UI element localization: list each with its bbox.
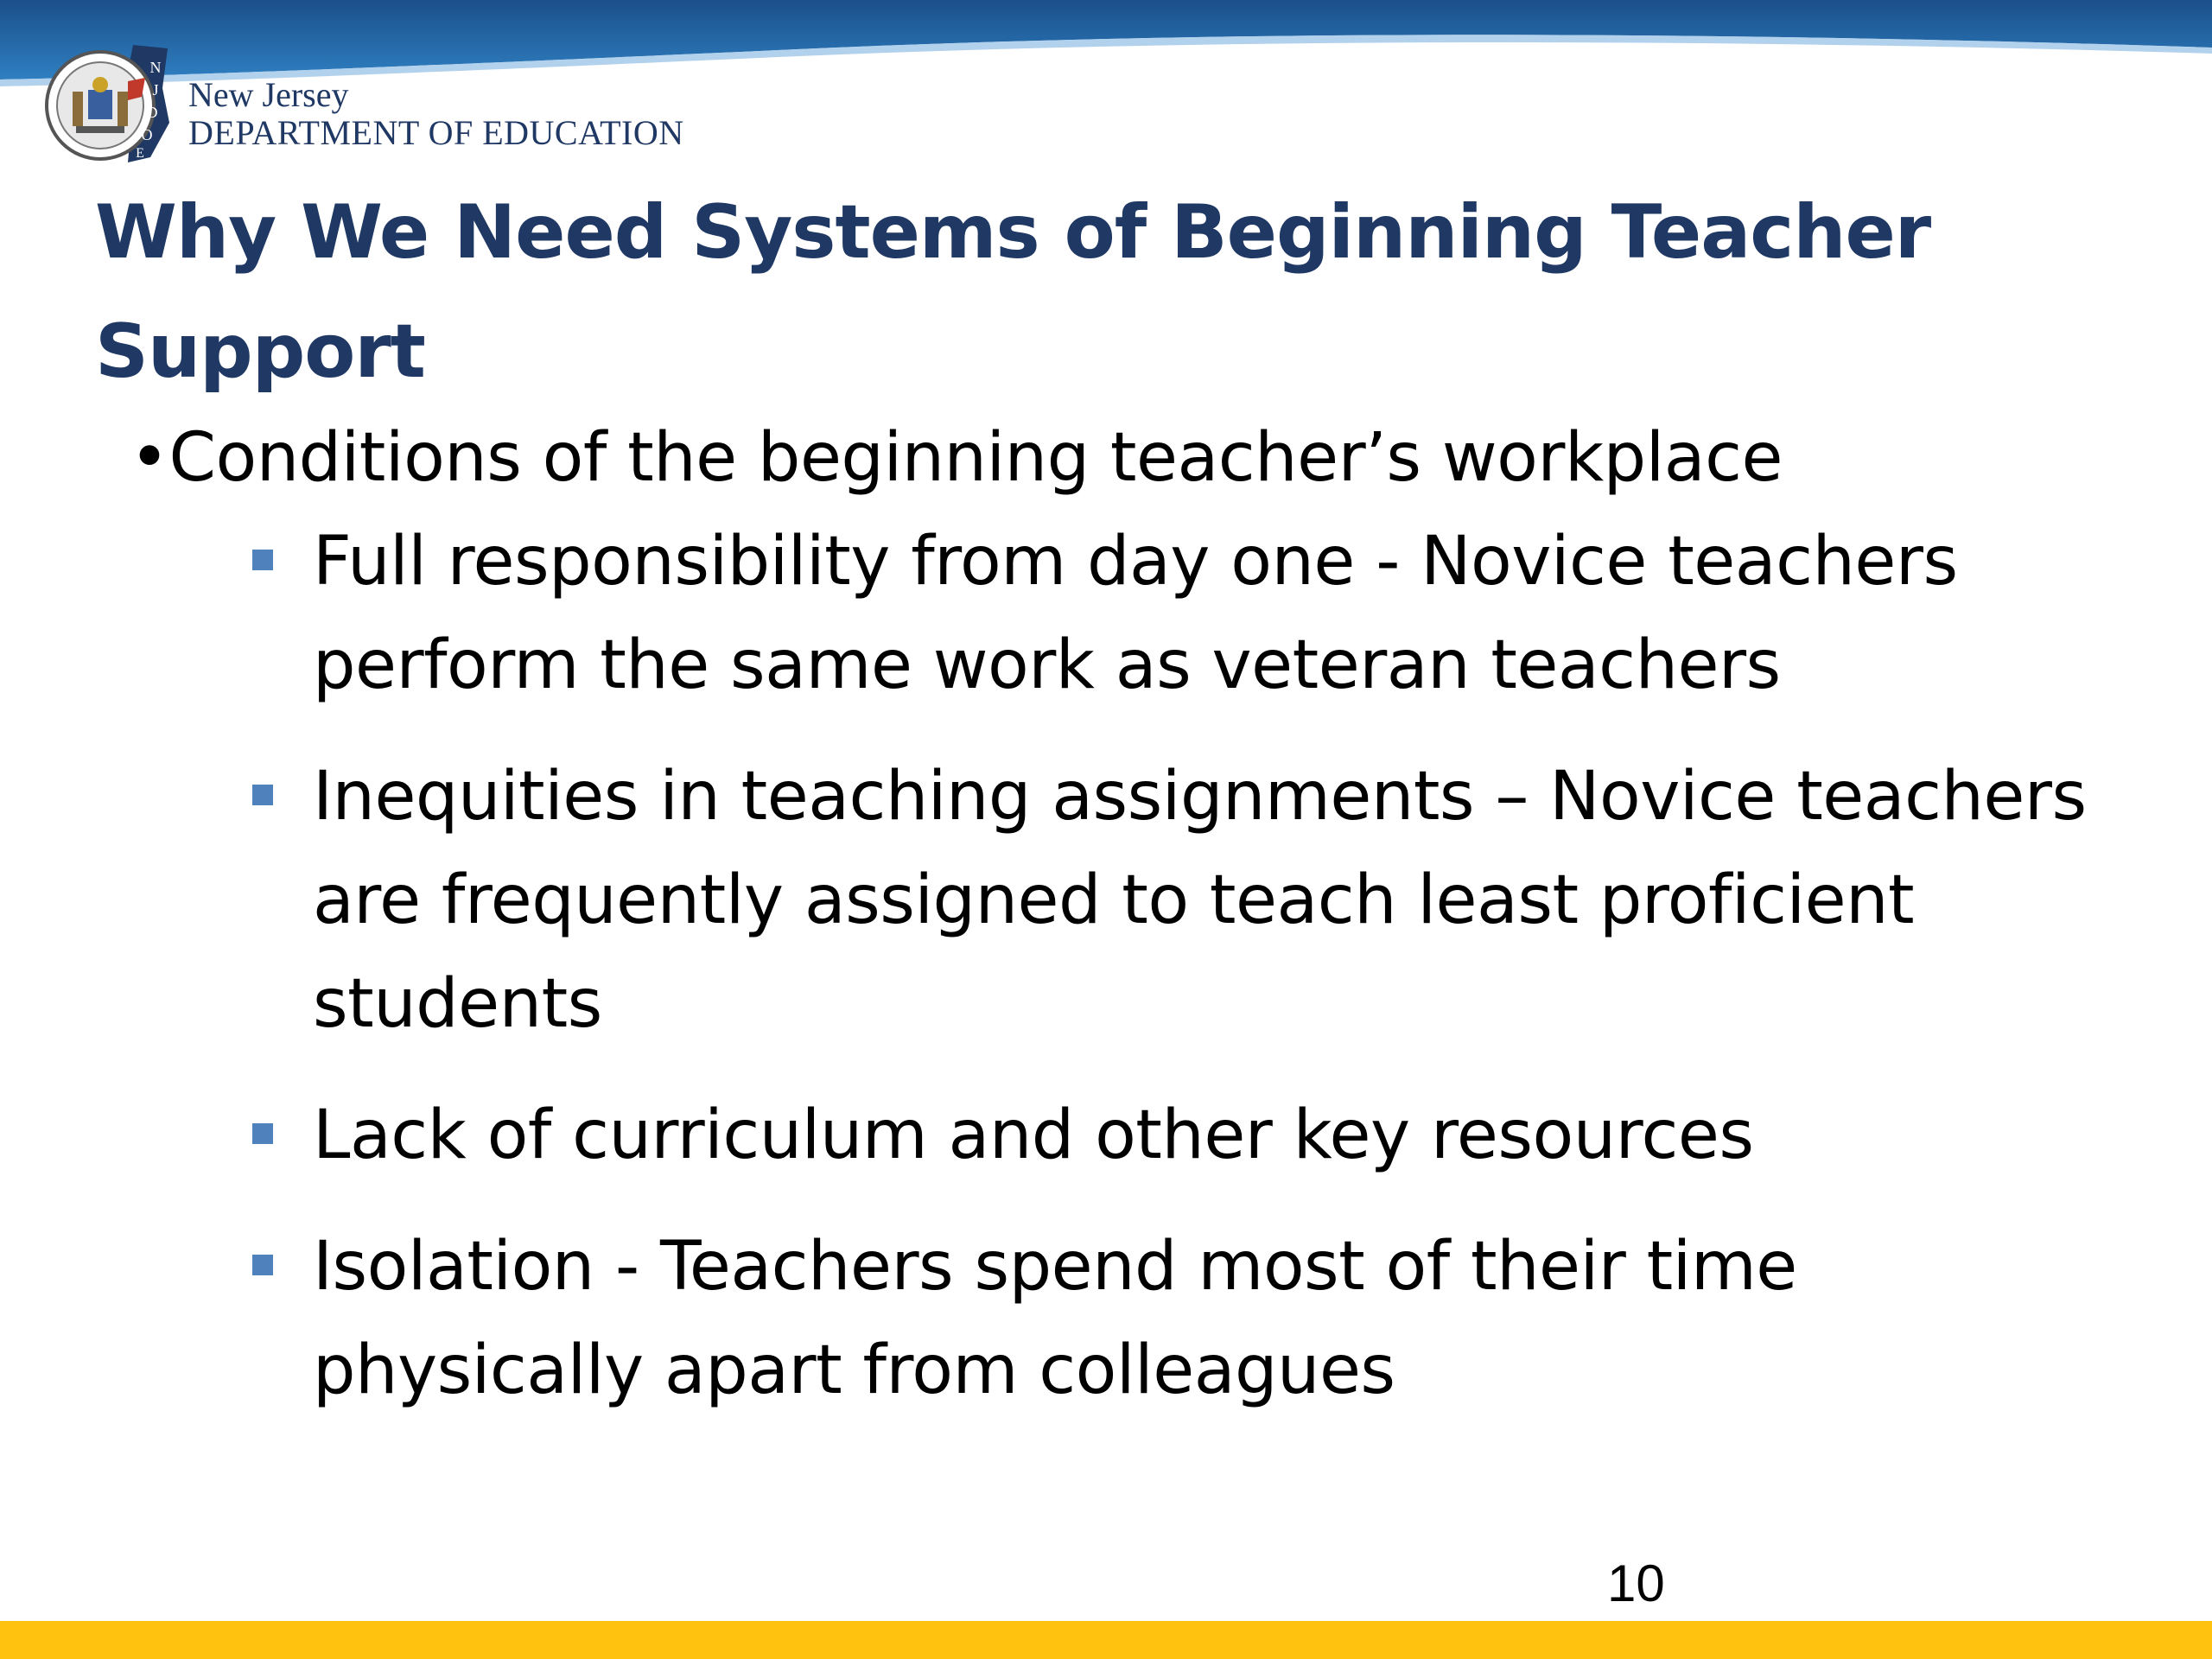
bottom-accent-bar <box>0 1621 2212 1659</box>
njdoe-logo <box>38 36 176 166</box>
page-number: 10 <box>1607 1554 1665 1612</box>
sub-bullet-text: Lack of curriculum and other key resources <box>313 1096 1754 1174</box>
state-seal-icon <box>38 36 176 166</box>
department-wordmark <box>188 76 684 152</box>
svg-text:E: E <box>136 146 144 161</box>
logo-state-name: New Jersey <box>188 75 349 114</box>
sub-bullet-list <box>130 510 2117 1422</box>
sub-bullet-text: Inequities in teaching assignments – Novice teachers are frequently assigned to teach least proficient students <box>313 758 2087 1043</box>
main-bullet: •Conditions of the beginning teacher’s workplace <box>130 419 1783 497</box>
square-bullet-icon <box>252 785 273 805</box>
sub-bullet-text: Isolation - Teachers spend most of their time physically apart from colleagues <box>313 1228 1797 1409</box>
sub-bullet-item <box>130 1215 2117 1422</box>
svg-text:N: N <box>149 59 162 76</box>
logo-department-name: DEPARTMENT OF EDUCATION <box>188 113 684 152</box>
square-bullet-icon <box>252 550 273 570</box>
slide-title: Why We Need Systems of Beginning Teacher Support <box>95 189 1931 395</box>
sub-bullet-item <box>130 745 2117 1056</box>
svg-text:J: J <box>152 81 159 99</box>
sub-bullet-item <box>130 510 2117 717</box>
slide-content <box>130 406 2117 1450</box>
square-bullet-icon <box>252 1255 273 1275</box>
sub-bullet-item <box>130 1084 2117 1187</box>
svg-text:O: O <box>141 126 153 143</box>
sub-bullet-text: Full responsibility from day one - Novice teachers perform the same work as veteran teachers <box>313 523 1958 704</box>
svg-text:D: D <box>146 104 158 121</box>
square-bullet-icon <box>252 1123 273 1144</box>
